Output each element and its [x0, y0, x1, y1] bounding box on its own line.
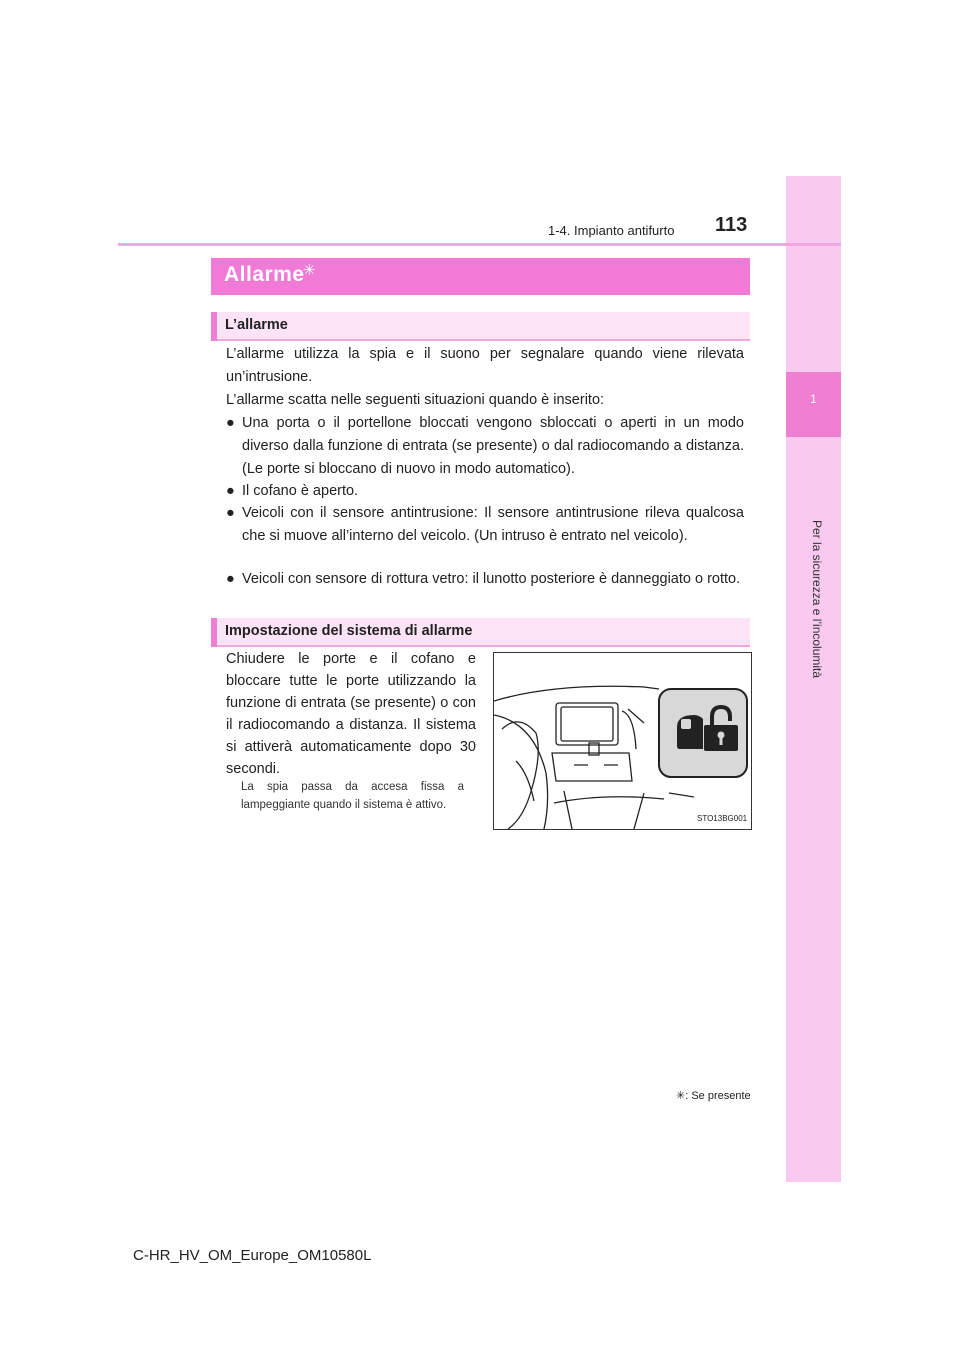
- document-id: C-HR_HV_OM_Europe_OM10580L: [133, 1247, 372, 1264]
- bullet-icon: ●: [226, 415, 235, 431]
- bullet-icon: ●: [226, 483, 235, 499]
- section-title: 1-4. Impianto antifurto: [548, 223, 675, 238]
- bullet-icon: ●: [226, 571, 235, 587]
- optional-mark-icon: ✳: [303, 262, 316, 279]
- heading-accent-bar: [211, 312, 217, 341]
- dashboard-illustration: [493, 652, 752, 830]
- list-item-text: Veicoli con sensore di rottura vetro: il lunotto posteriore è danneggiato o rotto.: [242, 571, 741, 587]
- list-item-text: Veicoli con il sensore antintrusione: Il sensore antintrusione rileva qualcosa che si muove all’interno del veicolo. (Un intruso è entrato nel veicolo).: [242, 505, 744, 544]
- paragraph: L’allarme scatta nelle seguenti situazioni quando è inserito:: [226, 392, 605, 408]
- bullet-icon: ●: [226, 505, 235, 521]
- footnote: ✳: Se presente: [676, 1090, 751, 1102]
- list-item-text: Una porta o il portellone bloccati vengono sbloccati o aperti in un modo diverso dalla funzione di entrata (se presente) o dal radiocomando a distanza. (Le porte si bloccano di nuovo in modo automatico).: [242, 415, 744, 477]
- note-text: La spia passa da accesa fissa a lampeggiante quando il sistema è attivo.: [241, 781, 464, 811]
- chapter-title: Per la sicurezza e l’incolumità: [810, 520, 824, 679]
- side-tab-strip: [786, 176, 841, 1182]
- heading-accent-bar: [211, 618, 217, 647]
- page-number: 113: [715, 214, 748, 236]
- chapter-number: 1: [810, 392, 817, 406]
- paragraph: L’allarme utilizza la spia e il suono per segnalare quando viene rilevata un’intrusione.: [226, 346, 744, 385]
- paragraph: Chiudere le porte e il cofano e bloccare tutte le porte utilizzando la funzione di entrata (se presente) o con il radiocomando a distanza. Il sistema si attiverà automaticamente dopo 30 secondi.: [226, 651, 476, 777]
- page-title: Allarme: [224, 263, 305, 286]
- dashboard-drawing: [494, 653, 751, 829]
- chapter-tab: [786, 372, 841, 437]
- header-rule: [118, 243, 841, 246]
- page-title-banner: [211, 258, 750, 295]
- section-heading-text: L’allarme: [225, 317, 288, 333]
- section-heading-alarm: [211, 312, 750, 341]
- section-heading-alarm-setup: [211, 618, 750, 647]
- section-heading-text: Impostazione del sistema di allarme: [225, 623, 473, 639]
- figure-code: STO13BG001: [697, 814, 748, 823]
- list-item-text: Il cofano è aperto.: [242, 483, 359, 499]
